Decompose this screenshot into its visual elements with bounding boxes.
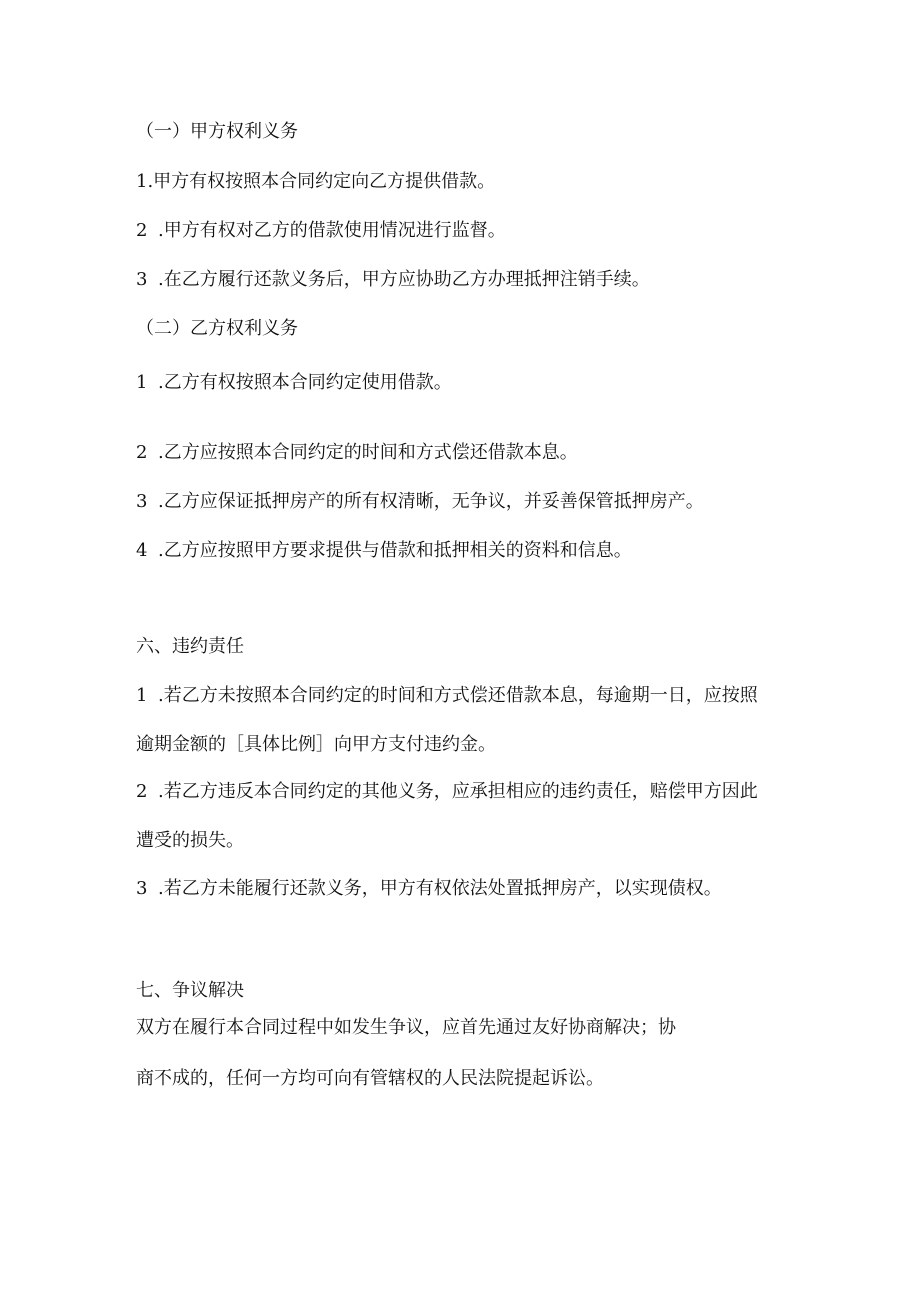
item-text: .乙方应按照本合同约定的时间和方式偿还借款本息。 [158,442,578,463]
list-item [136,371,452,395]
list-item [136,684,758,708]
list-item-continuation: 逾期金额的［具体比例］向甲方支付违约金。 [136,734,496,755]
item-number: 4 [136,540,148,561]
item-number: 1 [136,685,148,706]
section-heading-breach: 六、违约责任 [136,636,244,657]
list-item [136,539,632,563]
item-number: 3 [136,878,148,899]
list-item [136,490,704,514]
item-number: 2 [136,220,148,241]
list-item-continuation: 遭受的损失。 [136,830,244,851]
section-heading-dispute: 七、争议解决 [136,980,244,1001]
item-text: .乙方应保证抵押房产的所有权清晰，无争议，并妥善保管抵押房产。 [158,491,704,512]
section-heading-party-b: （二）乙方权利义务 [136,318,298,339]
item-text: .甲方有权按照本合同约定向乙方提供借款。 [147,171,496,192]
item-text: .若乙方未能履行还款义务，甲方有权依法处置抵押房产，以实现债权。 [158,878,722,899]
list-item [136,268,650,292]
list-item [136,877,722,901]
item-number: 2 [136,442,148,463]
section-heading-party-a: （一）甲方权利义务 [136,121,298,142]
item-number: 1 [136,171,148,192]
list-item [136,170,495,194]
paragraph-line: 双方在履行本合同过程中如发生争议，应首先通过友好协商解决；协 [136,1017,676,1038]
paragraph-line: 商不成的，任何一方均可向有管辖权的人民法院提起诉讼。 [136,1068,604,1089]
item-number: 2 [136,781,148,802]
item-text: .乙方应按照甲方要求提供与借款和抵押相关的资料和信息。 [158,540,632,561]
item-text: .乙方有权按照本合同约定使用借款。 [158,372,452,393]
item-number: 3 [136,491,148,512]
item-text: .若乙方违反本合同约定的其他义务，应承担相应的违约责任，赔偿甲方因此 [158,781,758,802]
item-text: .甲方有权对乙方的借款使用情况进行监督。 [158,220,506,241]
item-number: 1 [136,372,148,393]
list-item [136,780,758,804]
item-number: 3 [136,269,148,290]
list-item [136,441,578,465]
list-item [136,219,506,243]
item-text: .在乙方履行还款义务后，甲方应协助乙方办理抵押注销手续。 [158,269,650,290]
item-text: .若乙方未按照本合同约定的时间和方式偿还借款本息，每逾期一日，应按照 [158,685,758,706]
